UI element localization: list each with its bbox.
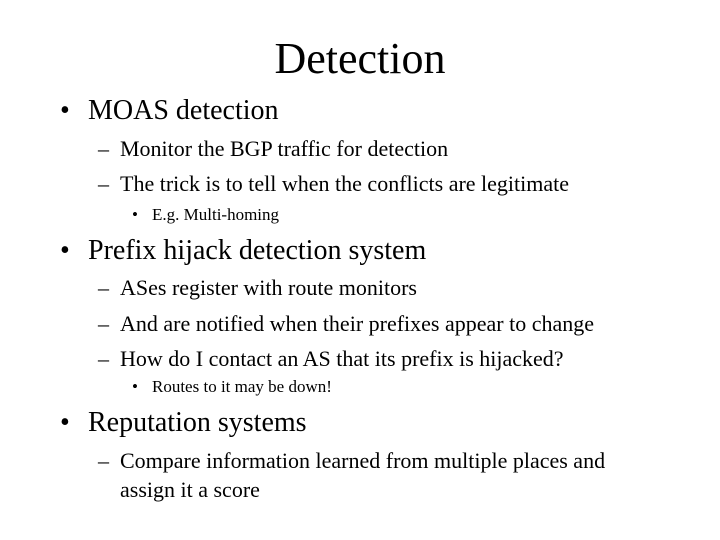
bullet-marker: •: [60, 95, 70, 126]
sub-bullet-text: And are notified when their prefixes appear to change: [120, 311, 595, 336]
dash-marker: –: [98, 275, 109, 300]
dash-marker: –: [98, 311, 109, 336]
bullet-marker: •: [60, 407, 70, 438]
bullet-marker: •: [60, 235, 70, 266]
sub-bullet-continuation-text: assign it a score: [120, 477, 260, 502]
sub-bullet-text: How do I contact an AS that its prefix is hijacked?: [120, 346, 564, 371]
sub-bullet-text: Monitor the BGP traffic for detection: [120, 136, 449, 161]
sub-bullet-text: The trick is to tell when the conflicts are legitimate: [120, 171, 570, 196]
dash-marker: –: [98, 171, 109, 196]
sub-bullet-text: ASes register with route monitors: [120, 275, 417, 300]
sub-sub-bullet-text: E.g. Multi-homing: [152, 205, 280, 224]
bullet-text: Prefix hijack detection system: [88, 235, 427, 266]
slide-title: Detection: [274, 34, 446, 83]
sub-bullet-text: Compare information learned from multiple places and: [120, 448, 606, 473]
bullet-text: Reputation systems: [88, 407, 307, 438]
dash-marker: –: [98, 346, 109, 371]
dot-marker: •: [132, 205, 138, 224]
bullet-text: MOAS detection: [88, 95, 279, 126]
dot-marker: •: [132, 377, 138, 396]
dash-marker: –: [98, 448, 109, 473]
dash-marker: –: [98, 136, 109, 161]
sub-sub-bullet-text: Routes to it may be down!: [152, 377, 332, 396]
